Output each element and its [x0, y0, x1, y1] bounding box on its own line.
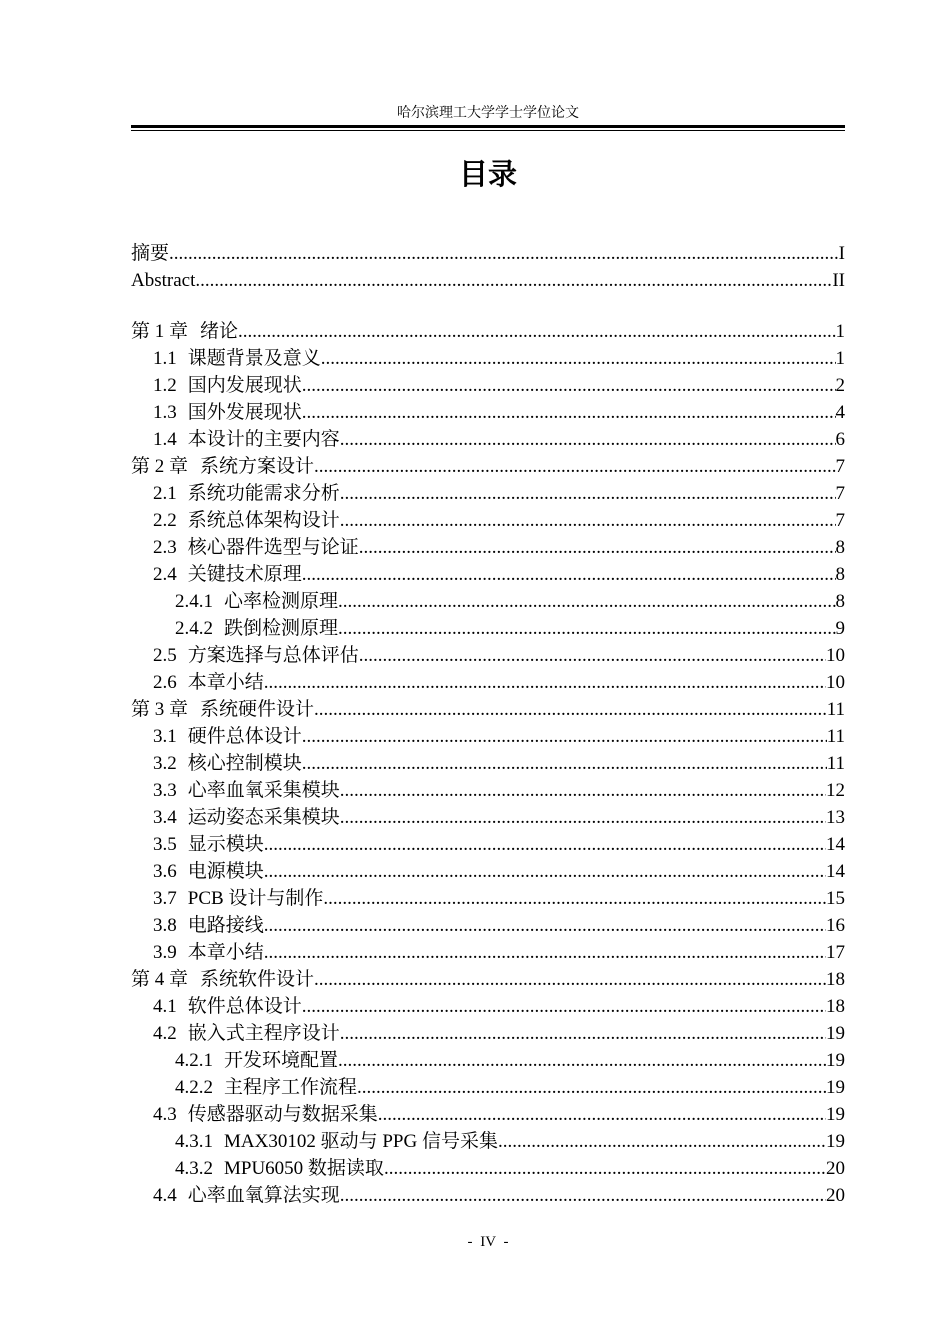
toc-entry[interactable] — [131, 777, 845, 804]
toc-entry[interactable] — [131, 1101, 845, 1128]
toc-dot-leader — [338, 615, 835, 642]
toc-dot-leader — [264, 831, 826, 858]
toc-page-number: 8 — [835, 537, 845, 558]
toc-page-number: 8 — [835, 591, 845, 612]
toc-dot-leader — [314, 696, 827, 723]
toc-page-number: 19 — [826, 1050, 845, 1071]
toc-dot-leader — [340, 507, 836, 534]
toc-dot-leader — [340, 777, 826, 804]
toc-page-number: 20 — [826, 1185, 845, 1206]
toc-entry-label: MPU6050 数据读取 — [224, 1158, 384, 1179]
toc-dot-leader — [359, 534, 836, 561]
toc-entry-label: 本章小结 — [187, 672, 264, 693]
toc-entry-number: 3.4 — [153, 807, 177, 828]
toc-entry-label: 本章小结 — [187, 942, 264, 963]
toc-entry-number: 4.2.1 — [175, 1050, 213, 1071]
toc-entry-label: 关键技术原理 — [187, 564, 302, 585]
toc-entry[interactable] — [131, 345, 845, 372]
toc-entry-number: 2.6 — [153, 672, 177, 693]
toc-entry-label: 绪论 — [200, 321, 239, 342]
toc-entry-label: 电源模块 — [187, 861, 264, 882]
toc-entry-label: 软件总体设计 — [187, 996, 302, 1017]
toc-entry-label: 主程序工作流程 — [224, 1077, 358, 1098]
toc-entry-label: 心率血氧算法实现 — [187, 1185, 340, 1206]
toc-entry[interactable] — [131, 507, 845, 534]
toc-entry-label: Abstract — [131, 270, 196, 291]
toc-page-number: 2 — [835, 375, 845, 396]
toc-page-number: 12 — [826, 780, 845, 801]
toc-page-number: 7 — [835, 483, 845, 504]
toc-entry-number: 4.2 — [153, 1023, 177, 1044]
toc-page-number: I — [838, 243, 845, 264]
toc-dot-leader — [340, 1182, 826, 1209]
toc-page-number: 19 — [826, 1023, 845, 1044]
toc-entry-label: 传感器驱动与数据采集 — [187, 1104, 378, 1125]
toc-dot-leader — [340, 1020, 826, 1047]
toc-entry[interactable] — [131, 669, 845, 696]
toc-entry-number: 3.8 — [153, 915, 177, 936]
toc-dot-leader — [378, 1101, 826, 1128]
toc-entry[interactable] — [131, 1020, 845, 1047]
toc-page-number: 6 — [835, 429, 845, 450]
toc-page-number: 14 — [826, 861, 845, 882]
toc-chapter-entry[interactable] — [131, 453, 845, 480]
toc-page-number: 1 — [835, 348, 845, 369]
header-rule-thick — [131, 125, 845, 128]
toc-entry-number: 4.2.2 — [175, 1077, 213, 1098]
toc-entry[interactable] — [131, 1128, 845, 1155]
toc-page-number: 19 — [826, 1104, 845, 1125]
toc-entry-number: 4.3 — [153, 1104, 177, 1125]
toc-page-number: II — [832, 270, 845, 291]
toc-page-number: 16 — [826, 915, 845, 936]
toc-entry-number: 1.3 — [153, 402, 177, 423]
toc-dot-leader — [338, 1047, 826, 1074]
toc-entry-label: PCB 设计与制作 — [187, 888, 324, 909]
toc-entry-number: 1.4 — [153, 429, 177, 450]
toc-page-number: 11 — [826, 753, 845, 774]
toc-dot-leader — [321, 345, 836, 372]
toc-entry-number: 3.2 — [153, 753, 177, 774]
toc-page-number: 14 — [826, 834, 845, 855]
toc-page-number: 1 — [835, 321, 845, 342]
toc-dot-leader — [238, 318, 835, 345]
toc-entry-number: 第 1 章 — [131, 321, 189, 342]
toc-page-number: 19 — [826, 1131, 845, 1152]
toc-chapter-entry[interactable] — [131, 318, 845, 345]
toc-entry-label: 系统硬件设计 — [200, 699, 315, 720]
toc-entry[interactable] — [131, 1074, 845, 1101]
toc-dot-leader — [264, 912, 826, 939]
toc-dot-leader — [340, 480, 836, 507]
toc-entry[interactable] — [131, 993, 845, 1020]
toc-entry-number: 4.3.2 — [175, 1158, 213, 1179]
toc-entry[interactable] — [131, 885, 845, 912]
toc-dot-leader — [302, 750, 827, 777]
toc-entry-number: 第 2 章 — [131, 456, 189, 477]
toc-entry-label: 系统软件设计 — [200, 969, 315, 990]
toc-entry[interactable] — [131, 399, 845, 426]
toc-entry-label: 心率血氧采集模块 — [187, 780, 340, 801]
toc-entry[interactable] — [131, 642, 845, 669]
table-of-contents — [131, 240, 845, 1209]
toc-entry[interactable] — [131, 1155, 845, 1182]
toc-entry-label: 方案选择与总体评估 — [187, 645, 359, 666]
toc-entry-label: 摘要 — [131, 243, 170, 264]
toc-dot-leader — [302, 993, 826, 1020]
toc-dot-leader — [195, 267, 832, 294]
toc-entry-number: 2.4 — [153, 564, 177, 585]
toc-entry-number: 第 4 章 — [131, 969, 189, 990]
toc-page-number: 15 — [826, 888, 845, 909]
toc-entry-label: 本设计的主要内容 — [187, 429, 340, 450]
toc-entry-number: 3.7 — [153, 888, 177, 909]
toc-entry-label: 系统总体架构设计 — [187, 510, 340, 531]
toc-chapter-entry[interactable] — [131, 966, 845, 993]
toc-dot-leader — [264, 858, 826, 885]
toc-entry-label: 课题背景及意义 — [187, 348, 321, 369]
toc-page-number: 18 — [826, 996, 845, 1017]
toc-entry[interactable] — [131, 588, 845, 615]
toc-dot-leader — [314, 453, 835, 480]
toc-page-number: 7 — [835, 456, 845, 477]
toc-entry[interactable] — [131, 723, 845, 750]
toc-entry[interactable] — [131, 534, 845, 561]
toc-entry-number: 4.1 — [153, 996, 177, 1017]
toc-dot-leader — [314, 966, 826, 993]
toc-page-number: 11 — [826, 726, 845, 747]
toc-dot-leader — [357, 1074, 826, 1101]
toc-entry[interactable] — [131, 804, 845, 831]
toc-entry-label: 运动姿态采集模块 — [187, 807, 340, 828]
toc-entry[interactable] — [131, 240, 845, 267]
toc-entry-number: 2.2 — [153, 510, 177, 531]
toc-entry[interactable] — [131, 561, 845, 588]
toc-page-number: 9 — [835, 618, 845, 639]
toc-dot-leader — [340, 804, 826, 831]
toc-entry-number: 2.4.2 — [175, 618, 213, 639]
toc-page-number: 13 — [826, 807, 845, 828]
toc-entry-label: MAX30102 驱动与 PPG 信号采集 — [224, 1131, 498, 1152]
toc-entry[interactable] — [131, 372, 845, 399]
toc-page-number: 20 — [826, 1158, 845, 1179]
toc-entry-number: 2.5 — [153, 645, 177, 666]
running-header: 哈尔滨理工大学学士学位论文 — [397, 106, 579, 121]
toc-dot-leader — [498, 1128, 826, 1155]
toc-entry-label: 开发环境配置 — [224, 1050, 339, 1071]
toc-title: 目录 — [458, 157, 517, 191]
page-number: - IV - — [467, 1234, 509, 1250]
toc-entry[interactable] — [131, 1047, 845, 1074]
header-rule-thin — [131, 130, 845, 131]
toc-page-number: 11 — [826, 699, 845, 720]
toc-entry-number: 1.2 — [153, 375, 177, 396]
toc-entry-number: 4.4 — [153, 1185, 177, 1206]
toc-entry-label: 显示模块 — [187, 834, 264, 855]
toc-page-number: 17 — [826, 942, 845, 963]
toc-entry-label: 嵌入式主程序设计 — [187, 1023, 340, 1044]
toc-page-number: 10 — [826, 645, 845, 666]
toc-entry-label: 国外发展现状 — [187, 402, 302, 423]
toc-entry-label: 系统功能需求分析 — [187, 483, 340, 504]
toc-entry-label: 心率检测原理 — [224, 591, 339, 612]
toc-chapter-entry[interactable] — [131, 696, 845, 723]
toc-entry-number: 3.3 — [153, 780, 177, 801]
toc-dot-leader — [340, 426, 836, 453]
toc-entry-label: 跌倒检测原理 — [224, 618, 339, 639]
toc-entry[interactable] — [131, 831, 845, 858]
toc-entry-label: 硬件总体设计 — [187, 726, 302, 747]
toc-entry-label: 核心器件选型与论证 — [187, 537, 359, 558]
toc-entry[interactable] — [131, 939, 845, 966]
toc-dot-leader — [169, 240, 839, 267]
toc-entry[interactable] — [131, 615, 845, 642]
toc-entry-label: 国内发展现状 — [187, 375, 302, 396]
toc-entry-number: 4.3.1 — [175, 1131, 213, 1152]
toc-entry-number: 3.9 — [153, 942, 177, 963]
toc-dot-leader — [302, 561, 836, 588]
toc-dot-leader — [264, 939, 826, 966]
toc-entry[interactable] — [131, 426, 845, 453]
toc-entry[interactable] — [131, 480, 845, 507]
toc-entry-number: 3.6 — [153, 861, 177, 882]
toc-dot-leader — [302, 399, 836, 426]
toc-entry[interactable] — [131, 858, 845, 885]
toc-dot-leader — [302, 723, 827, 750]
toc-page-number: 19 — [826, 1077, 845, 1098]
toc-entry-label: 系统方案设计 — [200, 456, 315, 477]
toc-entry-number: 3.1 — [153, 726, 177, 747]
toc-dot-leader — [264, 669, 826, 696]
toc-entry-number: 3.5 — [153, 834, 177, 855]
toc-entry-number: 2.1 — [153, 483, 177, 504]
toc-entry-number: 2.3 — [153, 537, 177, 558]
toc-dot-leader — [338, 588, 835, 615]
toc-entry[interactable] — [131, 267, 845, 294]
toc-entry-label: 电路接线 — [187, 915, 264, 936]
toc-entry[interactable] — [131, 750, 845, 777]
toc-dot-leader — [302, 372, 836, 399]
toc-dot-leader — [359, 642, 826, 669]
toc-page-number: 4 — [835, 402, 845, 423]
toc-entry[interactable] — [131, 1182, 845, 1209]
toc-page-number: 7 — [835, 510, 845, 531]
toc-entry-label: 核心控制模块 — [187, 753, 302, 774]
toc-dot-leader — [384, 1155, 826, 1182]
toc-entry-number: 1.1 — [153, 348, 177, 369]
toc-page-number: 8 — [835, 564, 845, 585]
toc-dot-leader — [323, 885, 826, 912]
toc-entry-number: 第 3 章 — [131, 699, 189, 720]
toc-entry-number: 2.4.1 — [175, 591, 213, 612]
toc-page-number: 18 — [826, 969, 845, 990]
toc-page-number: 10 — [826, 672, 845, 693]
toc-entry[interactable] — [131, 912, 845, 939]
